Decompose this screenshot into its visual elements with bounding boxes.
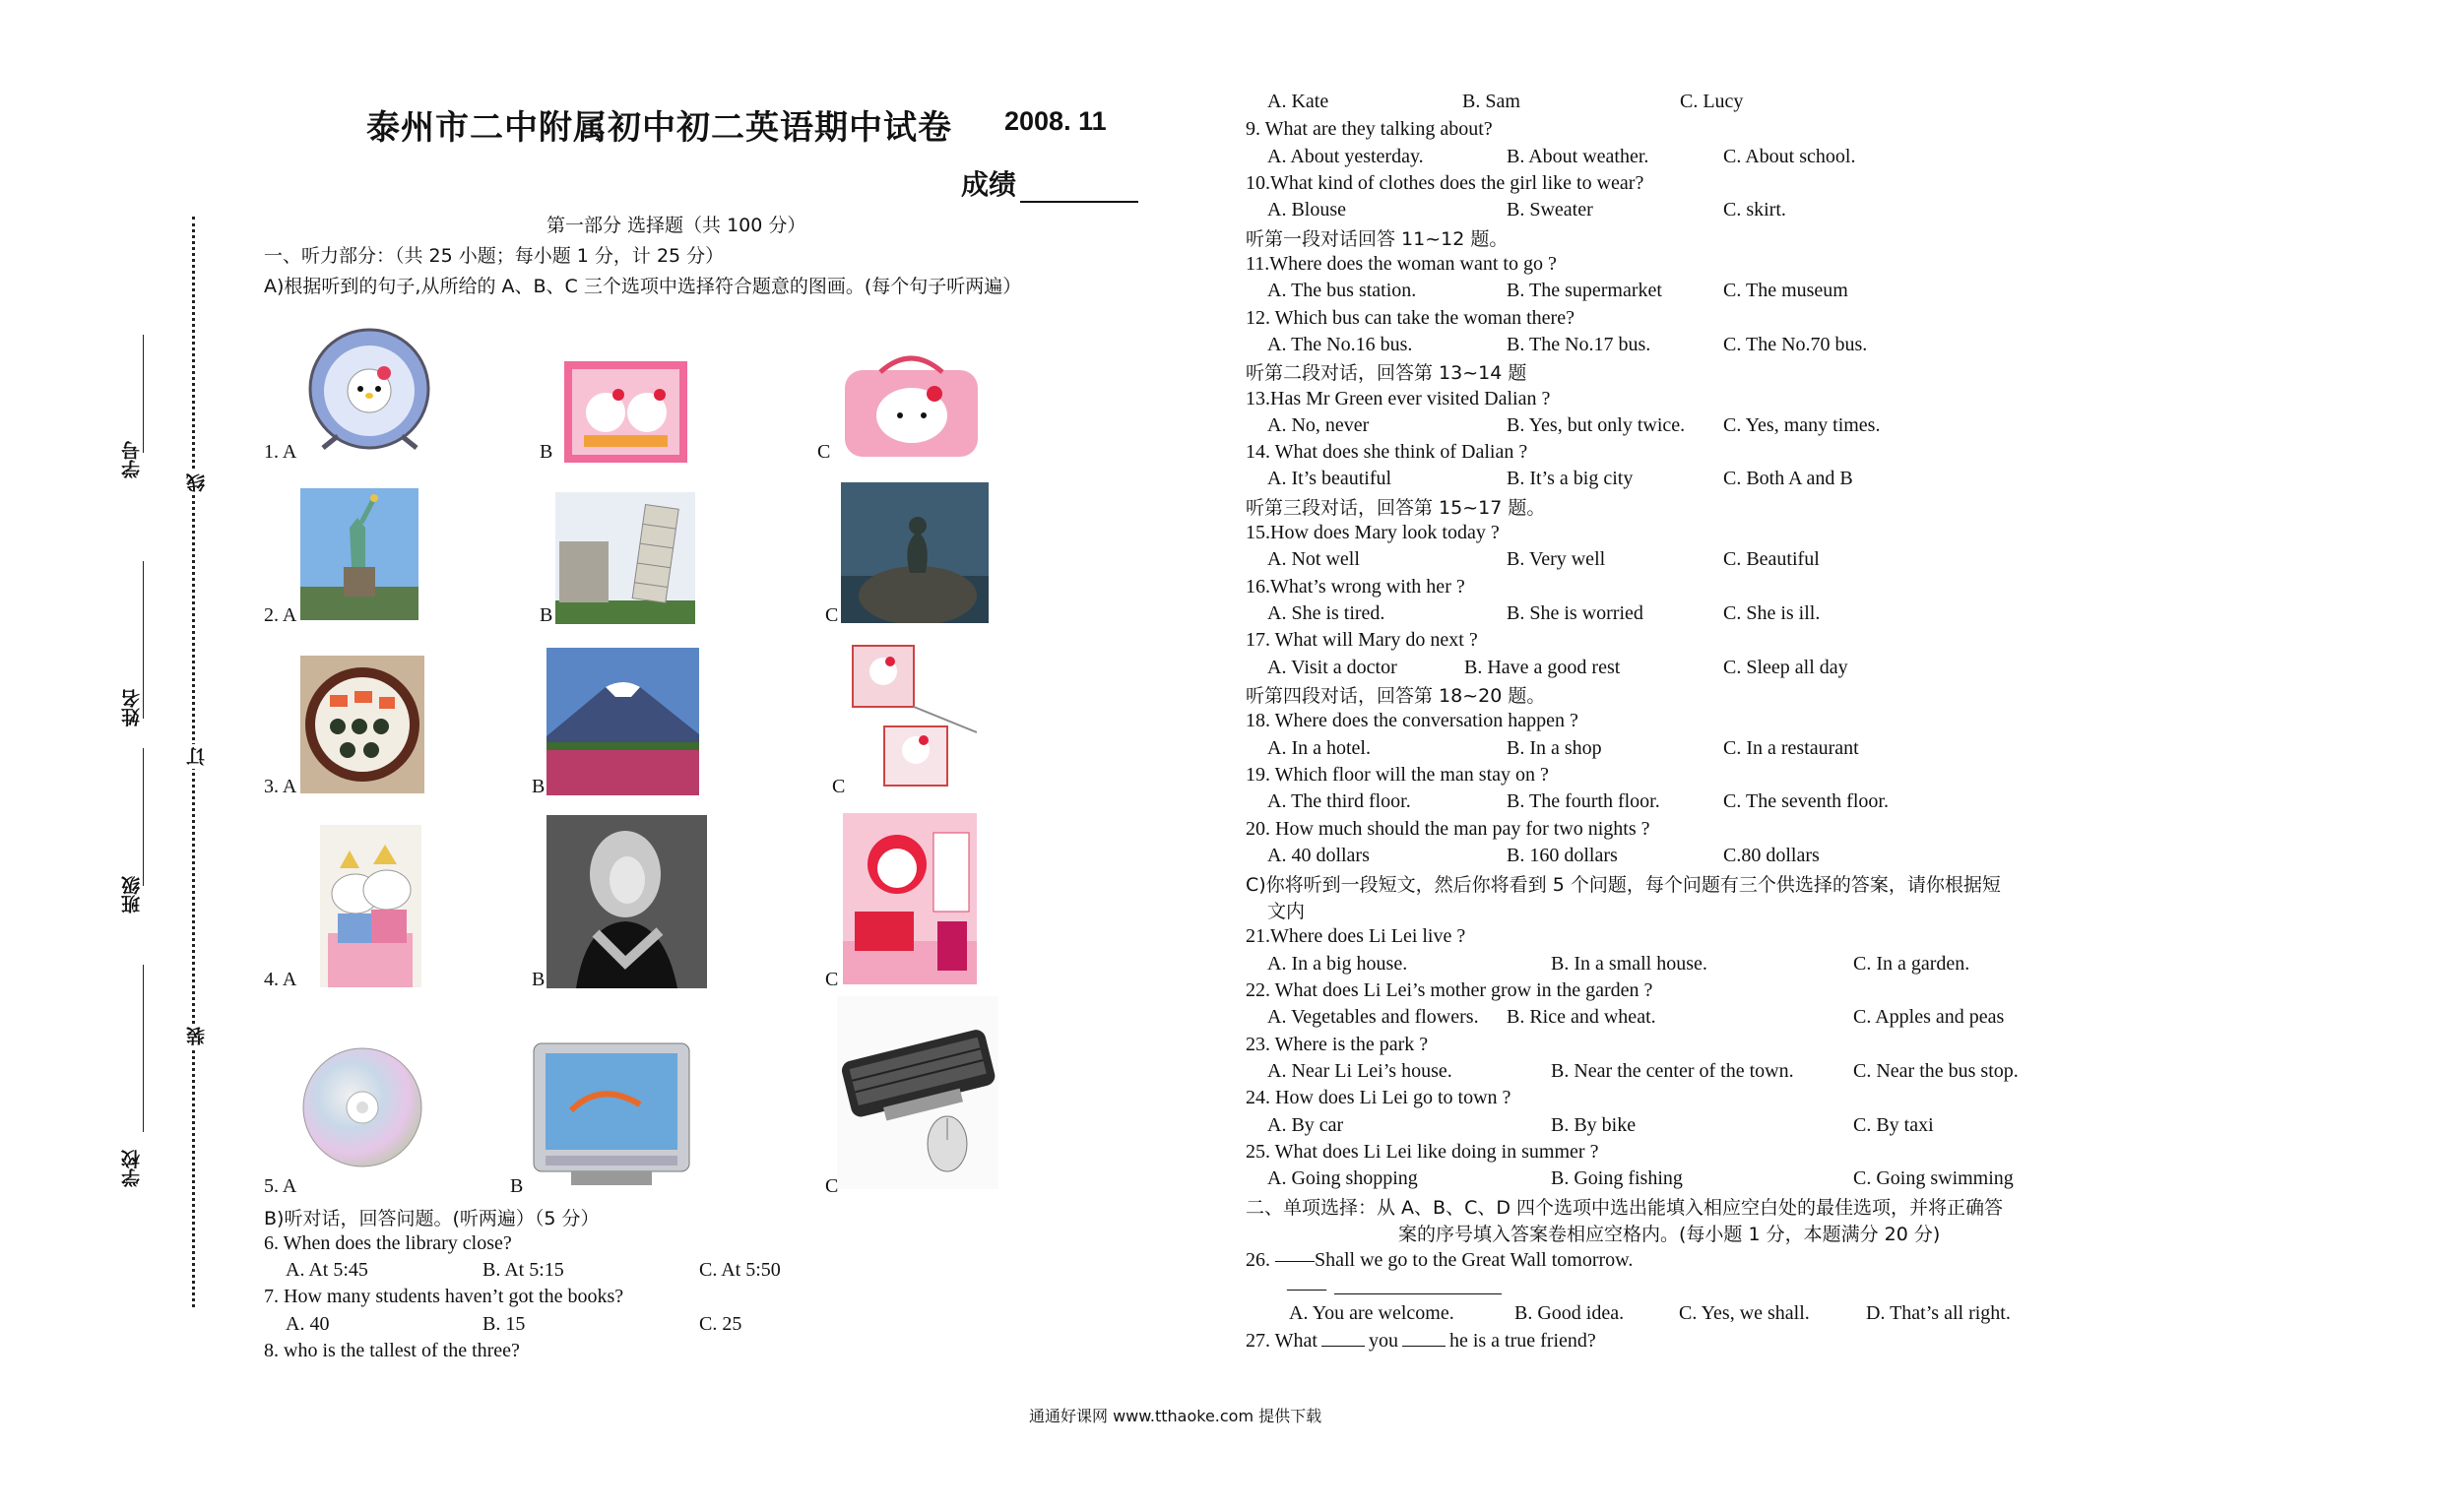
dialogue-4-heading: 听第四段对话，回答第 18~20 题。 bbox=[1246, 685, 1546, 707]
q24-option-b[interactable]: B. By bike bbox=[1551, 1114, 1637, 1136]
q19-option-a[interactable]: A. The third floor. bbox=[1267, 790, 1411, 812]
q6-option-a[interactable]: A. At 5:45 bbox=[286, 1259, 368, 1281]
question-21: 21.Where does Li Lei live ? bbox=[1246, 925, 1466, 947]
option-1c: C bbox=[817, 441, 831, 463]
q24-option-c[interactable]: C. By taxi bbox=[1853, 1114, 1934, 1136]
picture-5c-keyboard-mouse bbox=[837, 996, 998, 1189]
q17-option-c[interactable]: C. Sleep all day bbox=[1723, 657, 1848, 678]
section-2-instructions: 二、单项选择：从 A、B、C、D 四个选项中选出能填入相应空白处的最佳选项，并将正确答 bbox=[1246, 1197, 2004, 1219]
q19-option-b[interactable]: B. The fourth floor. bbox=[1507, 790, 1660, 812]
q16-option-c[interactable]: C. She is ill. bbox=[1723, 602, 1821, 624]
q7-option-c[interactable]: C. 25 bbox=[699, 1313, 742, 1335]
q26-option-c[interactable]: C. Yes, we shall. bbox=[1679, 1302, 1810, 1324]
option-1b: B bbox=[540, 441, 553, 463]
q16-option-b[interactable]: B. She is worried bbox=[1507, 602, 1643, 624]
q10-option-c[interactable]: C. skirt. bbox=[1723, 199, 1786, 220]
picture-1c-kitty-purse bbox=[841, 352, 982, 461]
q15-option-b[interactable]: B. Very well bbox=[1507, 548, 1606, 570]
question-9: 9. What are they talking about? bbox=[1246, 118, 1493, 140]
mark-bind: 装 bbox=[183, 1024, 210, 1048]
question-26: 26. ——Shall we go to the Great Wall tomorrow. bbox=[1246, 1249, 1634, 1271]
question-25: 25. What does Li Lei like doing in summer ? bbox=[1246, 1141, 1599, 1163]
picture-2b-leaning-tower bbox=[555, 492, 695, 624]
q27-text-mid: you bbox=[1368, 1330, 1398, 1352]
mark-line: 线 bbox=[183, 471, 210, 495]
section-a-instructions: A)根据听到的句子,从所给的 A、B、C 三个选项中选择符合题意的图画。(每个句子听两遍） bbox=[264, 276, 1022, 297]
q20-option-a[interactable]: A. 40 dollars bbox=[1267, 845, 1370, 866]
q26-blank[interactable] bbox=[1334, 1274, 1502, 1294]
picture-3c-kitty-bag bbox=[843, 642, 987, 794]
q22-option-b[interactable]: B. Rice and wheat. bbox=[1507, 1006, 1656, 1028]
q7-option-b[interactable]: B. 15 bbox=[482, 1313, 526, 1335]
q13-option-c[interactable]: C. Yes, many times. bbox=[1723, 414, 1881, 436]
q25-option-b[interactable]: B. Going fishing bbox=[1551, 1167, 1683, 1189]
question-16: 16.What’s wrong with her ? bbox=[1246, 576, 1465, 598]
binding-rule-1 bbox=[143, 335, 144, 453]
q19-option-c[interactable]: C. The seventh floor. bbox=[1723, 790, 1889, 812]
question-24: 24. How does Li Lei go to town ? bbox=[1246, 1087, 1511, 1108]
q6-option-c[interactable]: C. At 5:50 bbox=[699, 1259, 781, 1281]
binding-rule-3 bbox=[143, 748, 144, 886]
picture-4a-kitty-couple bbox=[320, 825, 421, 987]
q12-option-a[interactable]: A. The No.16 bus. bbox=[1267, 334, 1413, 355]
q26-dash: —— bbox=[1287, 1278, 1326, 1299]
q14-option-b[interactable]: B. It’s a big city bbox=[1507, 468, 1634, 489]
q26-answer-line[interactable] bbox=[1287, 1274, 1502, 1302]
picture-4c-pink-room bbox=[843, 813, 977, 984]
option-2c: C bbox=[825, 604, 839, 626]
score-field[interactable] bbox=[961, 163, 1138, 203]
question-20: 20. How much should the man pay for two nights ? bbox=[1246, 818, 1650, 840]
option-3a: 3. A bbox=[264, 776, 297, 797]
q23-option-a[interactable]: A. Near Li Lei’s house. bbox=[1267, 1060, 1452, 1082]
option-3c: C bbox=[832, 776, 846, 797]
q8-option-a[interactable]: A. Kate bbox=[1267, 91, 1329, 112]
picture-2c-little-mermaid bbox=[841, 482, 989, 623]
q27-text-end: he is a true friend? bbox=[1448, 1330, 1596, 1352]
q6-option-b[interactable]: B. At 5:15 bbox=[482, 1259, 564, 1281]
section-listening: 一、听力部分：（共 25 小题；每小题 1 分，计 25 分） bbox=[264, 245, 725, 267]
question-6: 6. When does the library close? bbox=[264, 1232, 512, 1254]
dialogue-1-heading: 听第一段对话回答 11~12 题。 bbox=[1246, 228, 1509, 250]
q26-option-b[interactable]: B. Good idea. bbox=[1514, 1302, 1625, 1324]
q14-option-c[interactable]: C. Both A and B bbox=[1723, 468, 1853, 489]
q8-option-c[interactable]: C. Lucy bbox=[1680, 91, 1744, 112]
label-name: 姓名 bbox=[121, 689, 143, 726]
footer-credit: 通通好课网 www.tthaoke.com 提供下载 bbox=[1029, 1407, 1322, 1425]
q17-option-b[interactable]: B. Have a good rest bbox=[1464, 657, 1621, 678]
q21-option-a[interactable]: A. In a big house. bbox=[1267, 953, 1408, 975]
dialogue-3-heading: 听第三段对话，回答第 15~17 题。 bbox=[1246, 497, 1546, 519]
q23-option-b[interactable]: B. Near the center of the town. bbox=[1551, 1060, 1794, 1082]
score-blank[interactable] bbox=[1020, 175, 1138, 203]
section-b-instructions: B)听对话，回答问题。(听两遍）（5 分） bbox=[264, 1208, 600, 1229]
question-10: 10.What kind of clothes does the girl like to wear? bbox=[1246, 172, 1644, 194]
question-27 bbox=[1246, 1328, 1596, 1354]
option-5c: C bbox=[825, 1175, 839, 1197]
q18-option-b[interactable]: B. In a shop bbox=[1507, 737, 1602, 759]
q25-option-c[interactable]: C. Going swimming bbox=[1853, 1167, 2014, 1189]
picture-5b-tv bbox=[532, 1041, 691, 1187]
q27-blank-2[interactable] bbox=[1402, 1328, 1446, 1347]
q18-option-c[interactable]: C. In a restaurant bbox=[1723, 737, 1859, 759]
picture-5a-cd bbox=[298, 1043, 426, 1171]
option-2a: 2. A bbox=[264, 604, 297, 626]
q10-option-b[interactable]: B. Sweater bbox=[1507, 199, 1593, 220]
exam-title: 泰州市二中附属初中初二英语期中试卷 bbox=[366, 108, 952, 148]
mark-staple: 订 bbox=[183, 744, 210, 769]
picture-2a-statue-of-liberty bbox=[300, 488, 418, 620]
question-13: 13.Has Mr Green ever visited Dalian ? bbox=[1246, 388, 1551, 410]
section-c-instructions: C)你将听到一段短文，然后你将看到 5 个问题，每个问题有三个供选择的答案，请你根据短 bbox=[1246, 874, 2001, 896]
picture-1b-kitty-card bbox=[564, 361, 687, 463]
q12-option-b[interactable]: B. The No.17 bus. bbox=[1507, 334, 1651, 355]
q16-option-a[interactable]: A. She is tired. bbox=[1267, 602, 1385, 624]
q14-option-a[interactable]: A. It’s beautiful bbox=[1267, 468, 1392, 489]
q9-option-c[interactable]: C. About school. bbox=[1723, 146, 1856, 167]
q15-option-c[interactable]: C. Beautiful bbox=[1723, 548, 1820, 570]
option-5b: B bbox=[510, 1175, 524, 1197]
q11-option-b[interactable]: B. The supermarket bbox=[1507, 280, 1662, 301]
option-4b: B bbox=[532, 969, 546, 990]
option-3b: B bbox=[532, 776, 546, 797]
q17-option-a[interactable]: A. Visit a doctor bbox=[1267, 657, 1397, 678]
option-1a: 1. A bbox=[264, 441, 297, 463]
label-class: 班级 bbox=[121, 876, 143, 914]
question-14: 14. What does she think of Dalian ? bbox=[1246, 441, 1528, 463]
label-school: 学校 bbox=[121, 1150, 143, 1187]
q20-option-c[interactable]: C.80 dollars bbox=[1723, 845, 1820, 866]
dialogue-2-heading: 听第二段对话，回答第 13~14 题 bbox=[1246, 362, 1527, 384]
option-4a: 4. A bbox=[264, 969, 297, 990]
option-4c: C bbox=[825, 969, 839, 990]
q15-option-a[interactable]: A. Not well bbox=[1267, 548, 1360, 570]
score-label: 成绩 bbox=[961, 168, 1017, 201]
question-19: 19. Which floor will the man stay on ? bbox=[1246, 764, 1549, 786]
q25-option-a[interactable]: A. Going shopping bbox=[1267, 1167, 1418, 1189]
q7-option-a[interactable]: A. 40 bbox=[286, 1313, 330, 1335]
question-8: 8. who is the tallest of the three? bbox=[264, 1340, 520, 1361]
q13-option-a[interactable]: A. No, never bbox=[1267, 414, 1370, 436]
label-student-number: 学号 bbox=[121, 441, 143, 478]
picture-1a-alarm-clock bbox=[303, 320, 436, 458]
picture-3b-mount-fuji bbox=[546, 648, 699, 795]
question-23: 23. Where is the park ? bbox=[1246, 1034, 1429, 1055]
q20-option-b[interactable]: B. 160 dollars bbox=[1507, 845, 1618, 866]
q24-option-a[interactable]: A. By car bbox=[1267, 1114, 1344, 1136]
q8-option-b[interactable]: B. Sam bbox=[1462, 91, 1520, 112]
q22-option-c[interactable]: C. Apples and peas bbox=[1853, 1006, 2005, 1028]
q27-blank-1[interactable] bbox=[1321, 1328, 1365, 1347]
section-c-instructions-cont: 文内 bbox=[1267, 901, 1306, 922]
exam-date: 2008. 11 bbox=[1004, 106, 1107, 136]
binding-rule-4 bbox=[143, 965, 144, 1132]
question-22: 22. What does Li Lei’s mother grow in the garden ? bbox=[1246, 979, 1653, 1001]
question-15: 15.How does Mary look today ? bbox=[1246, 522, 1500, 543]
q18-option-a[interactable]: A. In a hotel. bbox=[1267, 737, 1371, 759]
q26-option-d[interactable]: D. That’s all right. bbox=[1866, 1302, 2011, 1324]
question-18: 18. Where does the conversation happen ? bbox=[1246, 710, 1578, 731]
q26-option-a[interactable]: A. You are welcome. bbox=[1289, 1302, 1454, 1324]
option-2b: B bbox=[540, 604, 553, 626]
question-7: 7. How many students haven’t got the books? bbox=[264, 1286, 624, 1307]
part-title: 第一部分 选择题（共 100 分） bbox=[546, 215, 806, 236]
option-5a: 5. A bbox=[264, 1175, 297, 1197]
q9-option-b[interactable]: B. About weather. bbox=[1507, 146, 1649, 167]
q22-option-a[interactable]: A. Vegetables and flowers. bbox=[1267, 1006, 1479, 1028]
q23-option-c[interactable]: C. Near the bus stop. bbox=[1853, 1060, 2019, 1082]
section-2-instructions-cont: 案的序号填入答案卷相应空格内。(每小题 1 分，本题满分 20 分) bbox=[1398, 1224, 1941, 1245]
q10-option-a[interactable]: A. Blouse bbox=[1267, 199, 1346, 220]
q11-option-c[interactable]: C. The museum bbox=[1723, 280, 1848, 301]
question-12: 12. Which bus can take the woman there? bbox=[1246, 307, 1575, 329]
q21-option-c[interactable]: C. In a garden. bbox=[1853, 953, 1970, 975]
q11-option-a[interactable]: A. The bus station. bbox=[1267, 280, 1417, 301]
question-17: 17. What will Mary do next ? bbox=[1246, 629, 1478, 651]
q9-option-a[interactable]: A. About yesterday. bbox=[1267, 146, 1424, 167]
q27-text-start: 27. What bbox=[1246, 1330, 1318, 1352]
q12-option-c[interactable]: C. The No.70 bus. bbox=[1723, 334, 1868, 355]
question-11: 11.Where does the woman want to go ? bbox=[1246, 253, 1557, 275]
q13-option-b[interactable]: B. Yes, but only twice. bbox=[1507, 414, 1686, 436]
picture-4b-singer bbox=[546, 815, 707, 988]
picture-3a-sushi bbox=[300, 656, 424, 793]
q21-option-b[interactable]: B. In a small house. bbox=[1551, 953, 1707, 975]
